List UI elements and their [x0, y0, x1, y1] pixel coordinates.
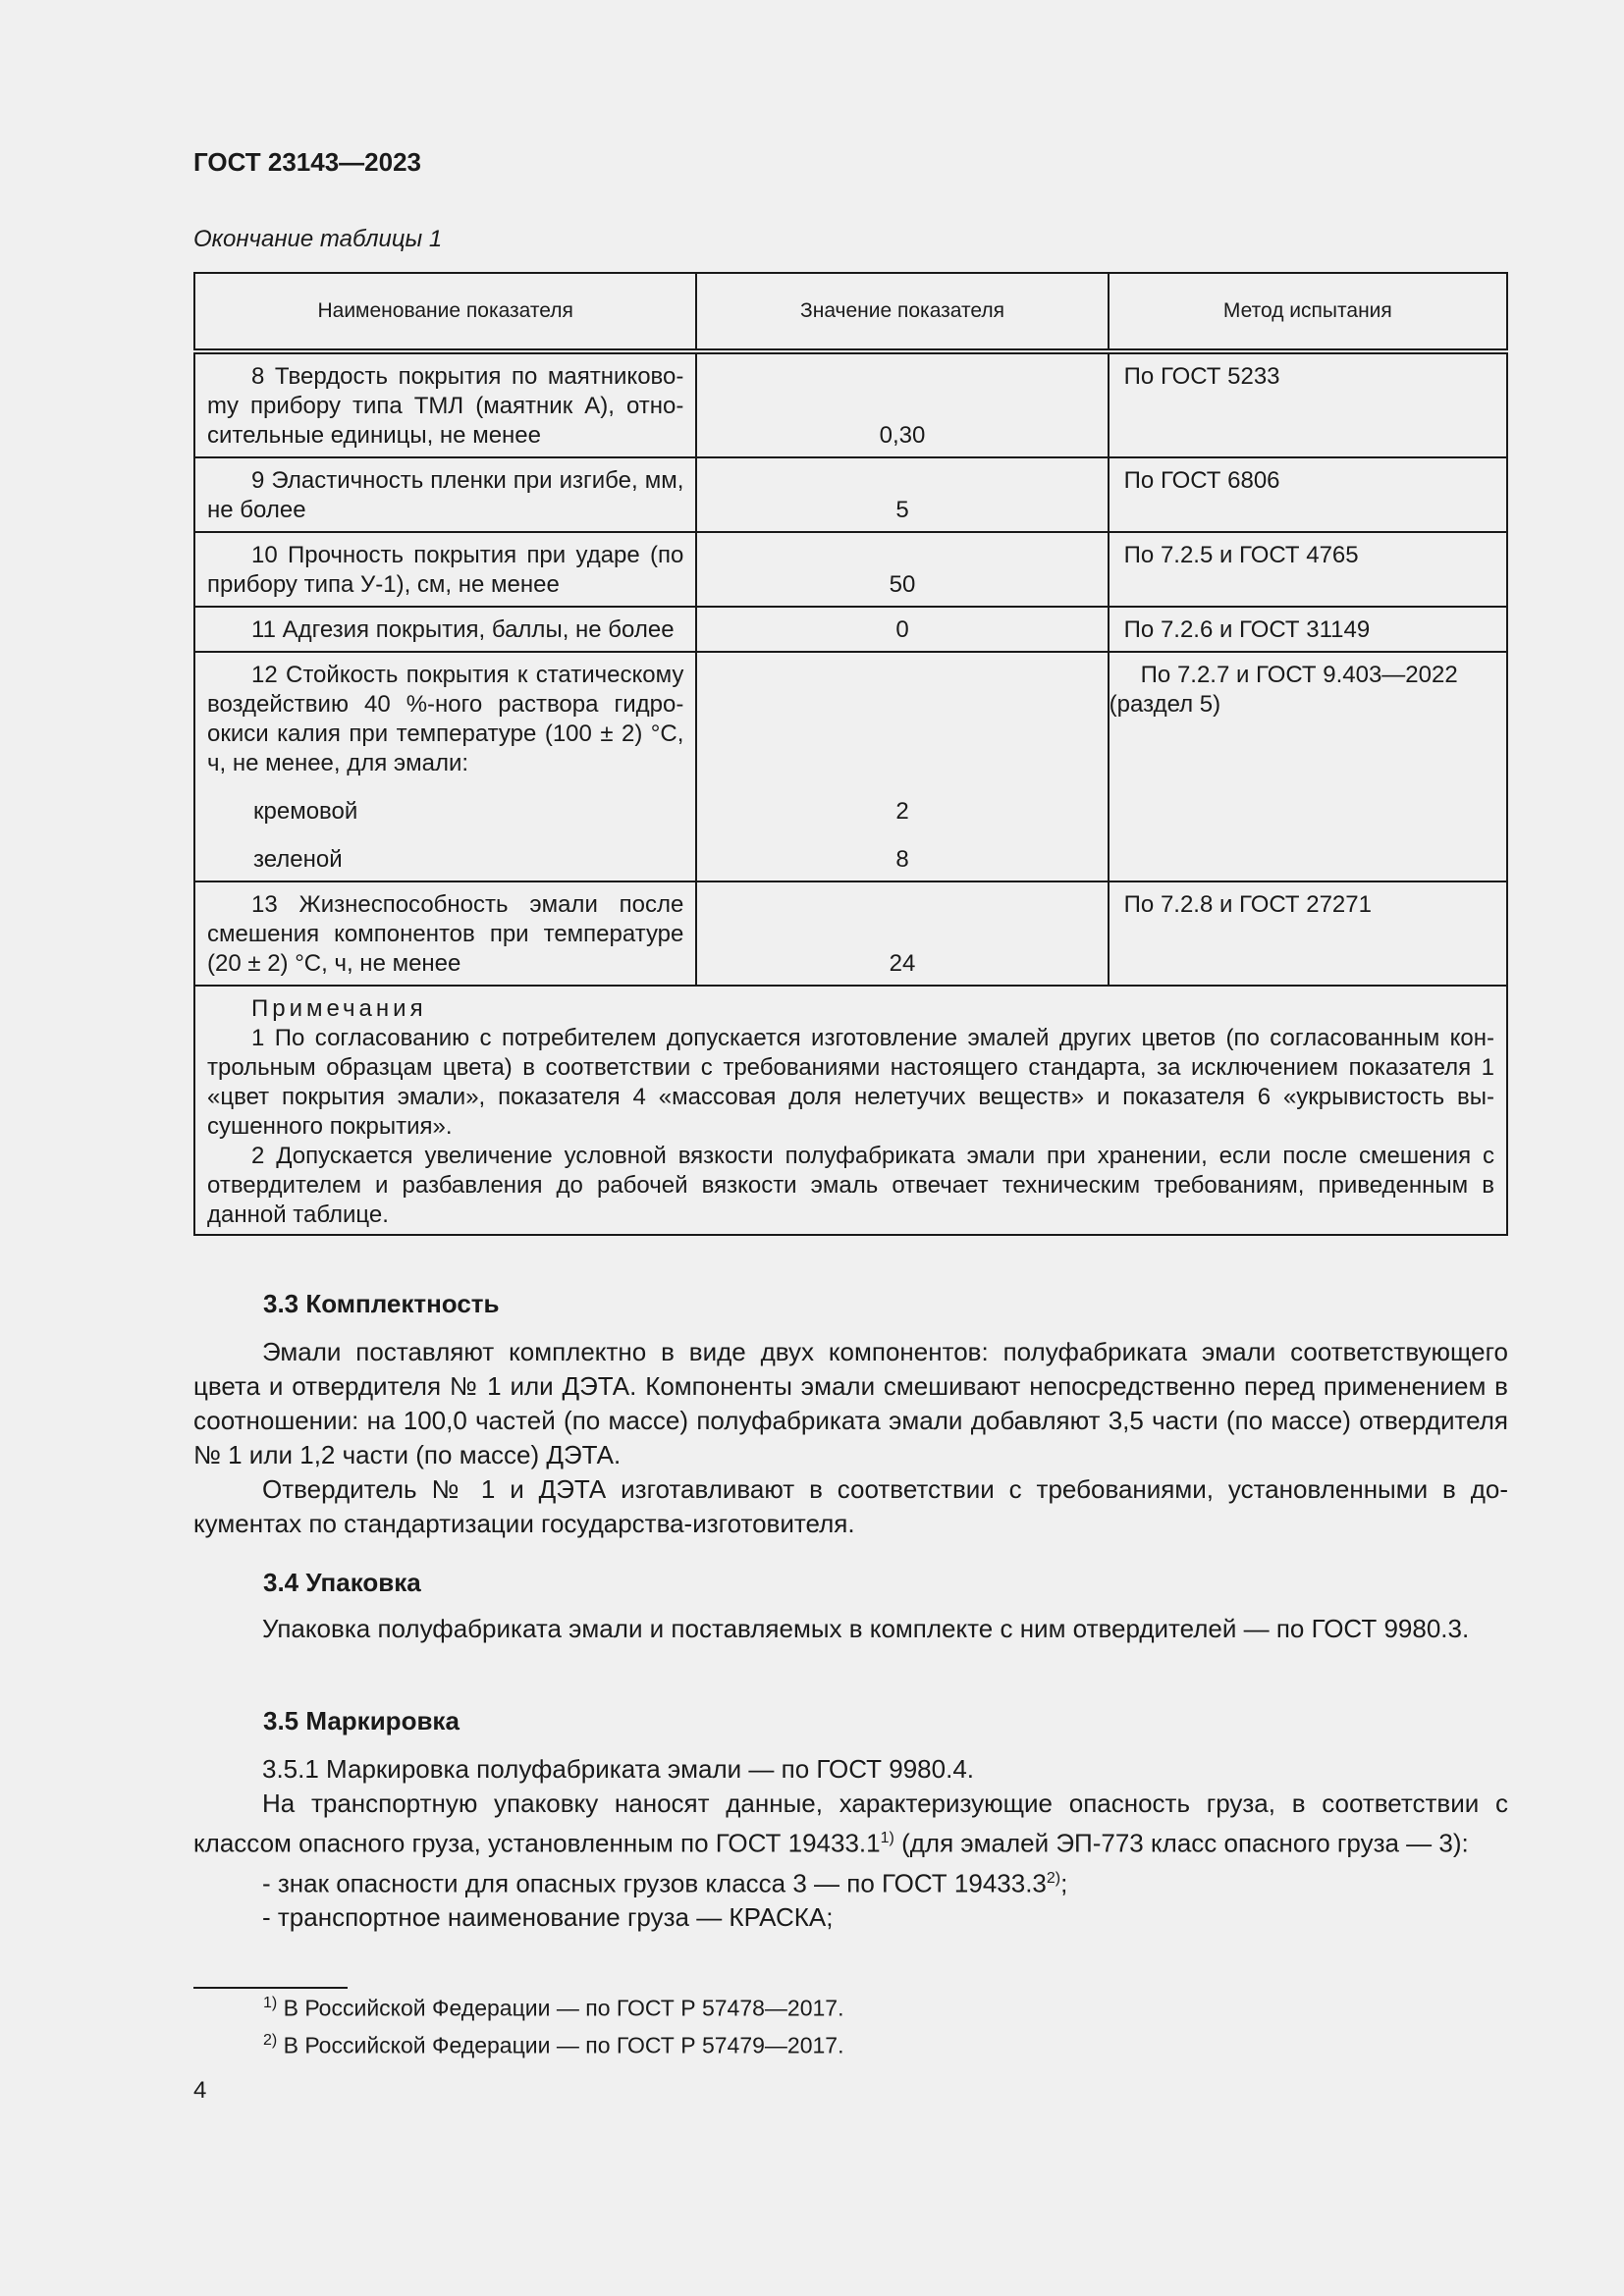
note-2: 2 Допускается увеличение условной вязкости полуфабриката эмали при хранении, если после смешения с отвердителем и разбавления до рабочей вязкости эмаль отвечает техническим требованиям, приведенным в данной таблице. — [207, 1143, 1494, 1228]
footnote-divider — [193, 1987, 348, 1989]
table-row — [194, 652, 1507, 881]
section-3-4-body — [193, 1612, 1508, 1646]
column-header-value: Значение показателя — [696, 273, 1108, 351]
row-name: 8 Твердость покрытия по маятниковоmy прибору типа ТМЛ (маятник А), относительные единицы, не менее — [207, 363, 684, 449]
row-subvalue: 2 — [895, 798, 909, 825]
column-header-method: Метод испытания — [1109, 273, 1507, 351]
list-item: - транспортное наименование груза — КРАСКА; — [262, 1902, 834, 1933]
document-header: ГОСТ 23143—2023 — [193, 147, 421, 177]
table-row — [194, 881, 1507, 986]
row-subitem: зеленой — [253, 846, 343, 873]
section-title-3-4: 3.4 Упаковка — [263, 1568, 421, 1597]
note-1: 1 По согласованию с потребителем допускается изготовление эмалей других цветов (по согласованным контрольным образцам цвета) в соответствии с требованиями настоящего стандарта, за исключением показателя 1 «цвет покрытия эмали», показателя 4 «массовая доля нелетучих веществ» и показателя 6 «укрывистость высушенного покрытия». — [207, 1025, 1494, 1140]
row-subitem: кремовой — [253, 798, 358, 825]
paragraph: На транспортную упаковку наносят данные, характеризующие опасность груза, в соответствии с классом опасного груза, установленным по ГОСТ 19433.1$^{1)}$ (для эмалей ЭП-773 класс опасного груза — 3): — [193, 1789, 1508, 1858]
row-value: 0,30 — [696, 351, 1108, 457]
table-row — [194, 457, 1507, 532]
table-notes — [194, 986, 1507, 1235]
table-row — [194, 532, 1507, 607]
row-method: По ГОСТ 6806 — [1109, 457, 1507, 532]
footnote-ref[interactable]: 2) — [1046, 1869, 1061, 1887]
row-name: 12 Стойкость покрытия к статическому воздействию 40 %-ного раствора гидроокиси калия при температуре (100 ± 2) °С, ч, не менее, для эмали: — [207, 662, 684, 776]
row-value: 5 — [696, 457, 1108, 532]
paragraph: Упаковка полуфабриката эмали и поставляемых в комплекте с ним отвердителей — по ГОСТ 9980.3. — [262, 1614, 1470, 1643]
row-method: По 7.2.7 и ГОСТ 9.403—2022 (раздел 5) — [1109, 652, 1507, 881]
section-title-3-5: 3.5 Маркировка — [263, 1706, 460, 1735]
list-item: - знак опасности для опасных грузов класса 3 — по ГОСТ 19433.3$^{2)}$; — [262, 1868, 1068, 1898]
row-name: 13 Жизнеспособность эмали после смешения компонентов при температуре (20 ± 2) °С, ч, не менее — [207, 891, 684, 977]
section-title-3-3: 3.3 Комплектность — [263, 1289, 500, 1318]
table-header-row — [194, 273, 1507, 351]
row-value: 0 — [696, 607, 1108, 652]
row-name: 11 Адгезия покрытия, баллы, не более — [251, 616, 675, 643]
section-3-3-body — [193, 1335, 1508, 1541]
notes-title: Примечания — [251, 995, 427, 1022]
row-value: 24 — [696, 881, 1108, 986]
row-method: По 7.2.8 и ГОСТ 27271 — [1109, 881, 1507, 986]
page-number: 4 — [193, 2077, 207, 2104]
row-method: По 7.2.5 и ГОСТ 4765 — [1109, 532, 1507, 607]
table-notes-row — [194, 986, 1507, 1235]
footnote-2: $^{2)}$ В Российской Федерации — по ГОСТ Р 57479—2017. — [263, 2032, 844, 2058]
row-name: 10 Прочность покрытия при ударе (по прибору типа У-1), см, не менее — [207, 542, 684, 598]
table-row — [194, 351, 1507, 457]
section-3-5-body — [193, 1752, 1508, 1935]
paragraph: Отвердитель № 1 и ДЭТА изготавливают в соответствии с требованиями, установленными в документах по стандартизации государства-изготовителя. — [193, 1474, 1508, 1538]
row-subvalue: 8 — [895, 846, 909, 873]
footnote-1: $^{1)}$ В Российской Федерации — по ГОСТ Р 57478—2017. — [263, 1995, 844, 2021]
paragraph: Эмали поставляют комплектно в виде двух компонентов: полуфабриката эмали соответствующего цвета и отвердителя № 1 или ДЭТА. Компоненты эмали смешивают непосредственно перед применением в соотношении: на 100,0 частей (по массе) полуфабриката эмали добавляют 3,5 части (по массе) отвердителя № 1 или 1,2 части (по массе) ДЭТА. — [193, 1337, 1508, 1469]
paragraph: 3.5.1 Маркировка полуфабриката эмали — по ГОСТ 9980.4. — [262, 1754, 975, 1784]
column-header-name: Наименование показателя — [194, 273, 696, 351]
table-row — [194, 607, 1507, 652]
row-method: По ГОСТ 5233 — [1109, 351, 1507, 457]
footnote-ref[interactable]: 1) — [880, 1830, 894, 1846]
row-value: 50 — [696, 532, 1108, 607]
row-method: По 7.2.6 и ГОСТ 31149 — [1109, 607, 1507, 652]
properties-table — [193, 272, 1508, 1236]
row-name: 9 Эластичность пленки при изгибе, мм, не более — [207, 467, 684, 523]
table-caption: Окончание таблицы 1 — [193, 226, 443, 252]
